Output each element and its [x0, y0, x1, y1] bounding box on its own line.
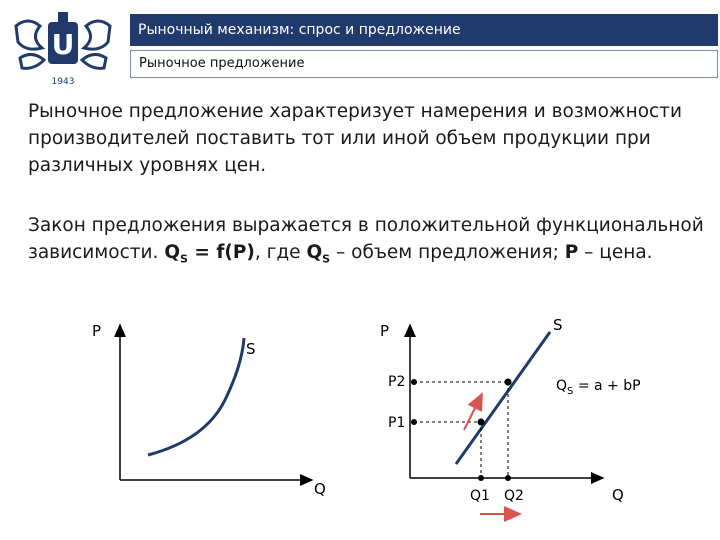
q1-label: Q1 [470, 488, 490, 504]
chart1-supply-curve [148, 338, 244, 455]
definition-term: Рыночное предложение [28, 101, 264, 122]
p2-label: P2 [388, 374, 406, 390]
law-where: , где [254, 242, 307, 263]
chart-2 [380, 316, 641, 514]
chart2-supply-line [456, 332, 550, 464]
point-q2 [505, 475, 511, 481]
point-e1 [478, 419, 485, 426]
formula: $Q_S = f(P)$ [164, 242, 255, 266]
logo-year: 1943 [51, 77, 75, 87]
law-qs-def: – объем предложения; [330, 242, 565, 263]
qs-symbol: $Q_S$ [306, 242, 331, 266]
chart1-y-label: P [92, 322, 102, 340]
chart2-y-label: P [380, 322, 390, 340]
p1-label: P1 [388, 415, 406, 431]
slide-subtitle: Рыночное предложение [139, 56, 305, 71]
slide-title: Рыночный механизм: спрос и предложение [138, 22, 461, 38]
chart1-x-label: Q [314, 480, 326, 498]
supply-equation: $Q_S = a$ + bP [556, 378, 641, 397]
point-p2 [411, 379, 417, 385]
point-p1 [411, 419, 417, 425]
point-q1 [478, 475, 484, 481]
q2-label: Q2 [504, 488, 524, 504]
chart-1 [92, 322, 326, 498]
chart2-curve-label: S [553, 316, 563, 334]
svg-text:U: U [51, 28, 75, 61]
chart1-curve-label: S [246, 340, 256, 358]
chart2-x-label: Q [612, 486, 624, 504]
law-intro: Закон предложения выражается в положительной функциональной зависимости. [28, 215, 704, 263]
point-e2 [505, 379, 512, 386]
definition-text: характеризует намерения и возможности производителей поставить тот или иной объем продукции при различных уровнях цен. [28, 101, 682, 176]
p-symbol: P [564, 242, 579, 263]
law-p-def: – цена. [578, 242, 653, 263]
